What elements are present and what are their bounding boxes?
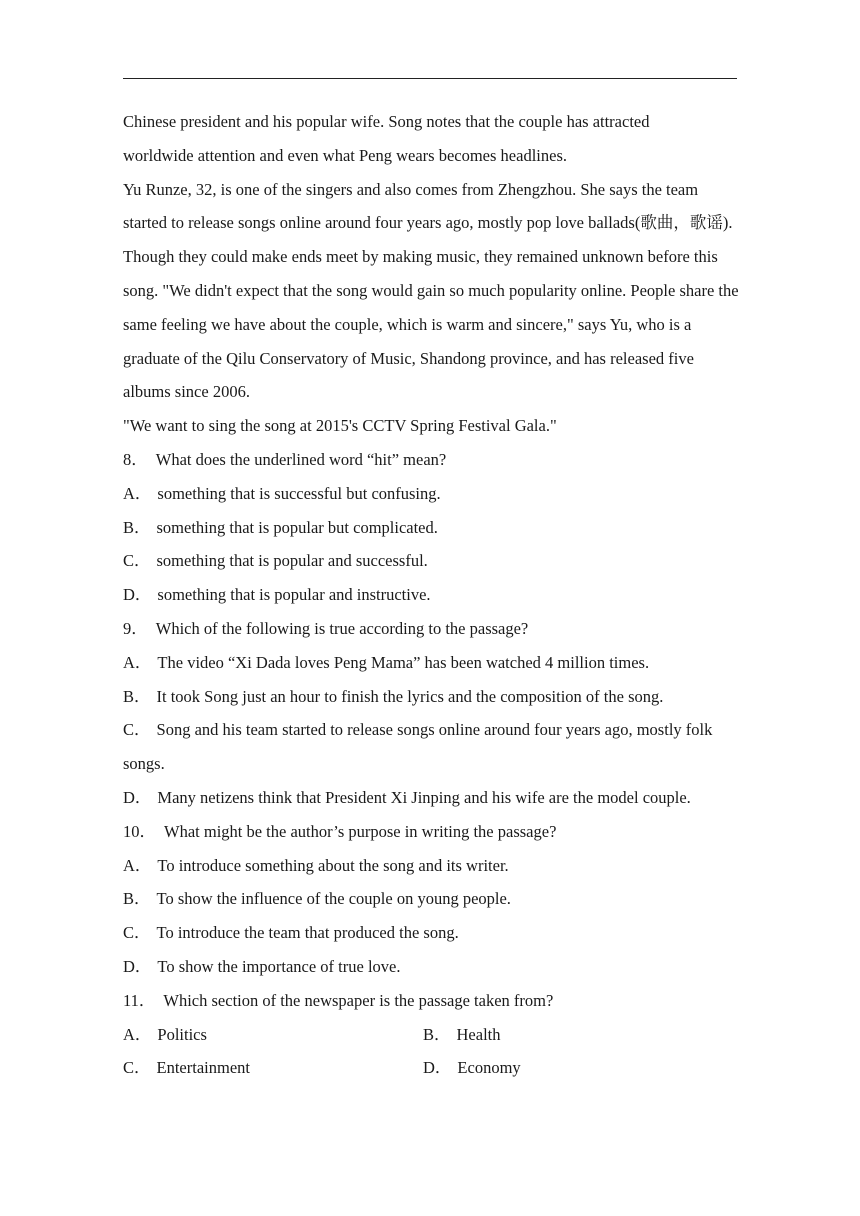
option-letter: C． (123, 551, 151, 571)
option-letter: B． (423, 1024, 451, 1044)
option-text: something that is popular and instructive. (157, 585, 431, 605)
question-text: What does the underlined word “hit” mean? (155, 449, 447, 469)
option-text: something that is successful but confusing. (157, 483, 441, 503)
header-rule (123, 78, 737, 79)
option-letter: C． (123, 923, 151, 943)
option-8a (123, 477, 739, 511)
option-text: The video “Xi Dada loves Peng Mama” has been watched 4 million times. (157, 652, 650, 672)
passage-paragraph-2: Yu Runze, 32, is one of the singers and also comes from Zhengzhou. She says the team started to release songs online around four years ago, mostly pop love ballads(歌曲，歌谣). Though they could make ends meet by making music, they remained unknown before this song. "We didn't expect that the song would gain so much popularity online. People share the same feeling we have about the couple, which is warm and sincere," says Yu, who is a graduate of the Qilu Conservatory of Music, Shandong province, and has released five albums since 2006. (123, 179, 739, 402)
option-9b (123, 680, 739, 714)
option-text: To introduce something about the song and its writer. (157, 855, 509, 875)
option-10c (123, 916, 739, 950)
option-text: Entertainment (156, 1058, 250, 1078)
option-9c (123, 713, 739, 781)
option-text: Song and his team started to release songs online around four years ago, mostly folk songs. (123, 720, 713, 774)
passage-line-1: Chinese president and his popular wife. Song notes that the couple has attracted (123, 112, 650, 131)
option-letter: A． (123, 483, 152, 503)
option-row-11-ab (123, 1018, 739, 1052)
passage-paragraph-3: "We want to sing the song at 2015's CCTV Spring Festival Gala." (123, 416, 557, 436)
option-letter: B． (123, 517, 151, 537)
passage-line-2: worldwide attention and even what Peng wears becomes headlines. (123, 145, 567, 165)
option-text: Many netizens think that President Xi Jinping and his wife are the model couple. (157, 787, 691, 807)
option-10d (123, 950, 739, 984)
option-letter: D． (123, 956, 152, 976)
question-text: Which of the following is true according to the passage? (155, 618, 529, 638)
option-text: something that is popular and successful. (156, 551, 428, 571)
question-10 (123, 815, 739, 849)
option-11a (123, 1018, 423, 1052)
option-letter: C． (123, 1058, 151, 1078)
option-11d (423, 1051, 723, 1085)
option-letter: A． (123, 855, 152, 875)
option-text: To show the importance of true love. (157, 956, 401, 976)
question-number: 10． (123, 821, 156, 841)
option-text: Economy (457, 1058, 521, 1078)
question-text: What might be the author’s purpose in writing the passage? (164, 821, 557, 841)
option-text: Politics (157, 1024, 207, 1044)
option-letter: C． (123, 720, 151, 740)
question-text: Which section of the newspaper is the passage taken from? (163, 990, 554, 1010)
option-row-11-cd (123, 1051, 739, 1085)
option-letter: B． (123, 889, 151, 909)
option-letter: A． (123, 1024, 152, 1044)
option-9a (123, 646, 739, 680)
option-9d (123, 781, 739, 815)
option-10b (123, 882, 739, 916)
option-letter: D． (423, 1058, 452, 1078)
question-number: 9． (123, 618, 148, 638)
option-text: Health (456, 1024, 501, 1044)
option-text: something that is popular but complicated. (156, 517, 438, 537)
option-letter: B． (123, 686, 151, 706)
option-11b (423, 1018, 723, 1052)
option-8b (123, 511, 739, 545)
document-content (123, 105, 739, 1085)
option-10a (123, 849, 739, 883)
option-letter: D． (123, 585, 152, 605)
option-letter: D． (123, 787, 152, 807)
option-text: To show the influence of the couple on young people. (156, 889, 511, 909)
option-8c (123, 544, 739, 578)
question-number: 8． (123, 449, 148, 469)
question-number: 11． (123, 990, 156, 1010)
option-letter: A． (123, 652, 152, 672)
option-text: It took Song just an hour to finish the lyrics and the composition of the song. (156, 686, 664, 706)
option-text: To introduce the team that produced the song. (156, 923, 459, 943)
option-8d (123, 578, 739, 612)
question-9 (123, 612, 739, 646)
question-8 (123, 443, 739, 477)
option-11c (123, 1051, 423, 1085)
question-11 (123, 984, 739, 1018)
